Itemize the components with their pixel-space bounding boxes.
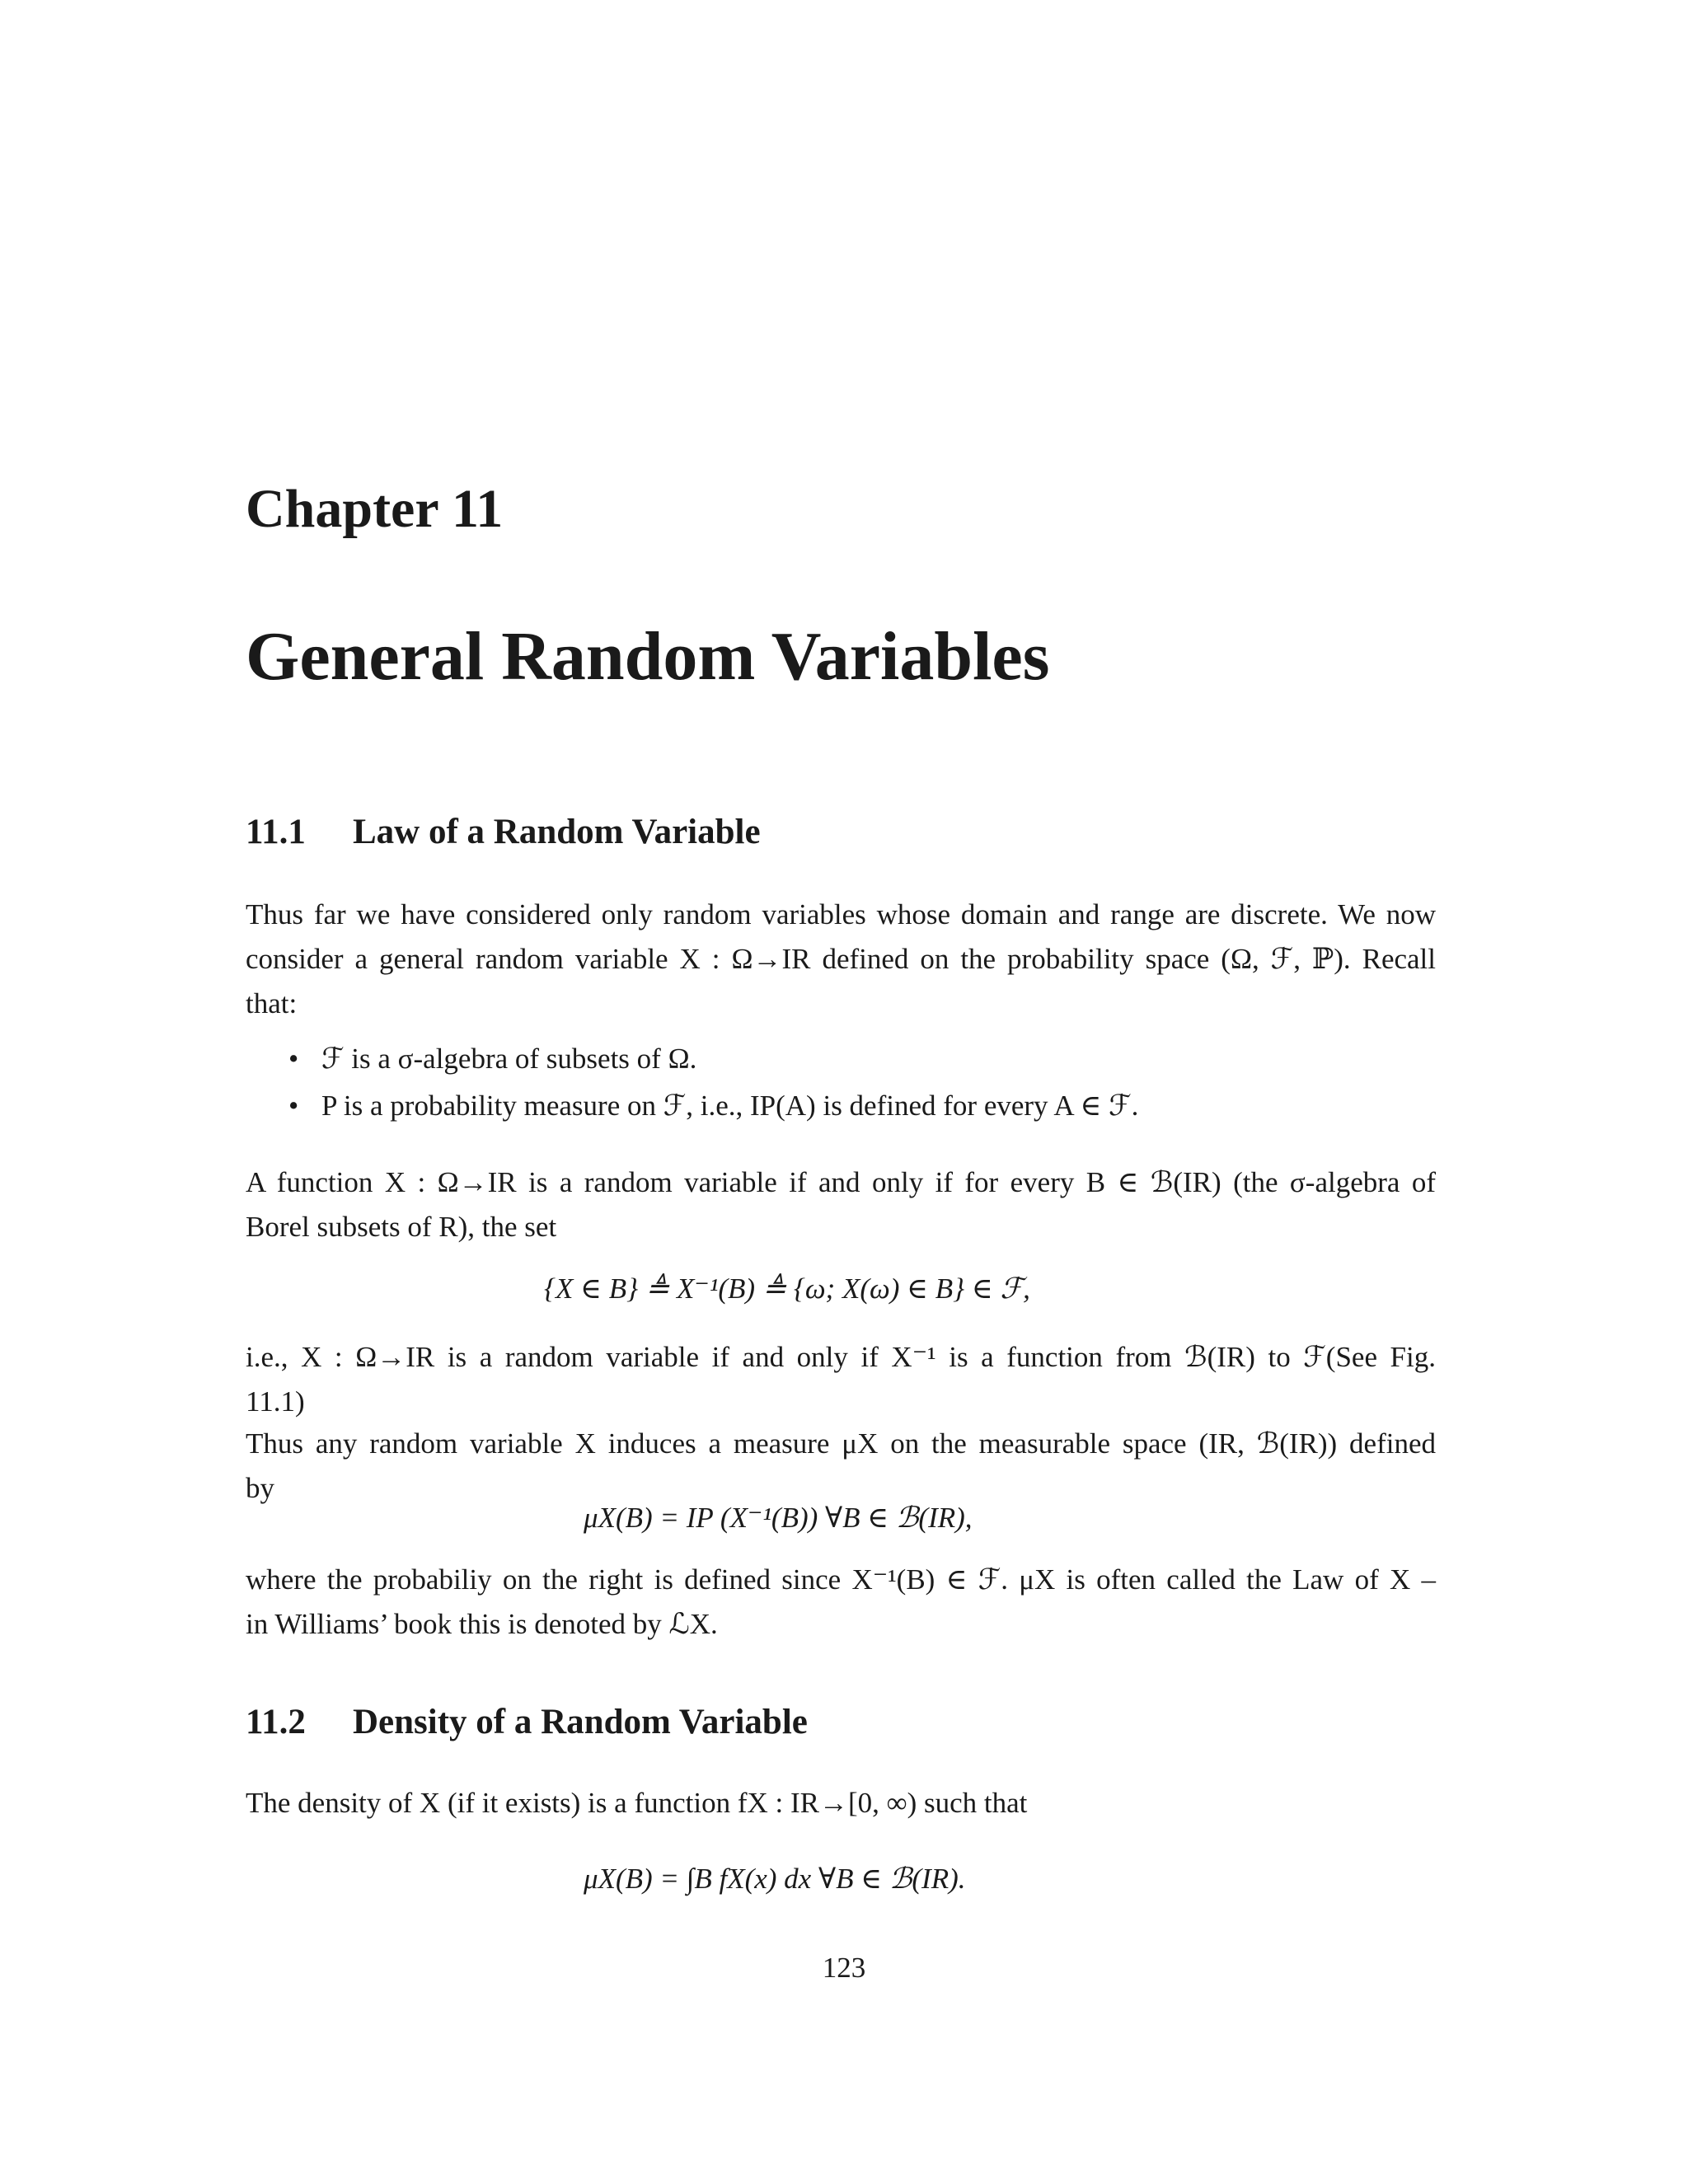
text-line: Thus far we have considered only random variables whose domain and range are discrete. We now bbox=[246, 898, 1436, 930]
text-line: A function X : Ω→IR is a random variable if and only if for every B ∈ ℬ(IR) (the σ-algebra of bbox=[246, 1166, 1436, 1198]
chapter-label: Chapter 11 bbox=[246, 479, 504, 539]
list-item-text: P is a probability measure on ℱ, i.e., IP(A) is defined for every A ∈ ℱ. bbox=[321, 1090, 1139, 1122]
paragraph-induces bbox=[246, 1422, 1436, 1511]
paragraph-ie bbox=[246, 1335, 1436, 1424]
equation-preimage: {X ∈ B} ≜ X⁻¹(B) ≜ {ω; X(ω) ∈ B} ∈ ℱ, bbox=[544, 1272, 1030, 1305]
list-item bbox=[288, 1090, 1138, 1122]
text-line: i.e., X : Ω→IR is a random variable if and only if X⁻¹ is a function from ℬ(IR) to ℱ(See Fig. bbox=[246, 1341, 1436, 1373]
section-title: Law of a Random Variable bbox=[353, 813, 761, 851]
text-line: where the probabiliy on the right is defined since X⁻¹(B) ∈ ℱ. μX is often called the Law of X – bbox=[246, 1563, 1436, 1596]
equation-density: μX(B) = ∫B fX(x) dx ∀B ∈ ℬ(IR). bbox=[584, 1863, 966, 1895]
equation-law: μX(B) = IP (X⁻¹(B)) ∀B ∈ ℬ(IR), bbox=[584, 1502, 973, 1534]
section-number: 11.1 bbox=[246, 813, 306, 851]
bullet-icon: • bbox=[288, 1090, 299, 1122]
paragraph-intro bbox=[246, 893, 1436, 1026]
text-line: in Williams’ book this is denoted by ℒX. bbox=[246, 1608, 718, 1640]
paragraph-density: The density of X (if it exists) is a function fX : IR→[0, ∞) such that bbox=[246, 1787, 1028, 1819]
text-line: by bbox=[246, 1472, 274, 1504]
bullet-icon: • bbox=[288, 1043, 299, 1075]
chapter-title: General Random Variables bbox=[246, 618, 1050, 695]
section-heading-11-1 bbox=[246, 812, 761, 852]
text-line: 11.1) bbox=[246, 1385, 305, 1418]
text-line: consider a general random variable X : Ω→IR defined on the probability space (Ω, ℱ, ℙ). Recall bbox=[246, 943, 1436, 975]
section-heading-11-2 bbox=[246, 1702, 808, 1742]
paragraph-where bbox=[246, 1558, 1436, 1647]
page-number: 123 bbox=[822, 1952, 866, 1984]
section-title: Density of a Random Variable bbox=[353, 1703, 808, 1741]
section-number: 11.2 bbox=[246, 1703, 306, 1741]
text-line: that: bbox=[246, 987, 298, 1019]
list-item-text: ℱ is a σ-algebra of subsets of Ω. bbox=[321, 1043, 697, 1075]
text-line: Thus any random variable X induces a measure μX on the measurable space (IR, ℬ(IR)) defined bbox=[246, 1427, 1436, 1460]
text-line: Borel subsets of R), the set bbox=[246, 1211, 557, 1243]
paragraph-definition bbox=[246, 1160, 1436, 1249]
list-item bbox=[288, 1043, 696, 1076]
